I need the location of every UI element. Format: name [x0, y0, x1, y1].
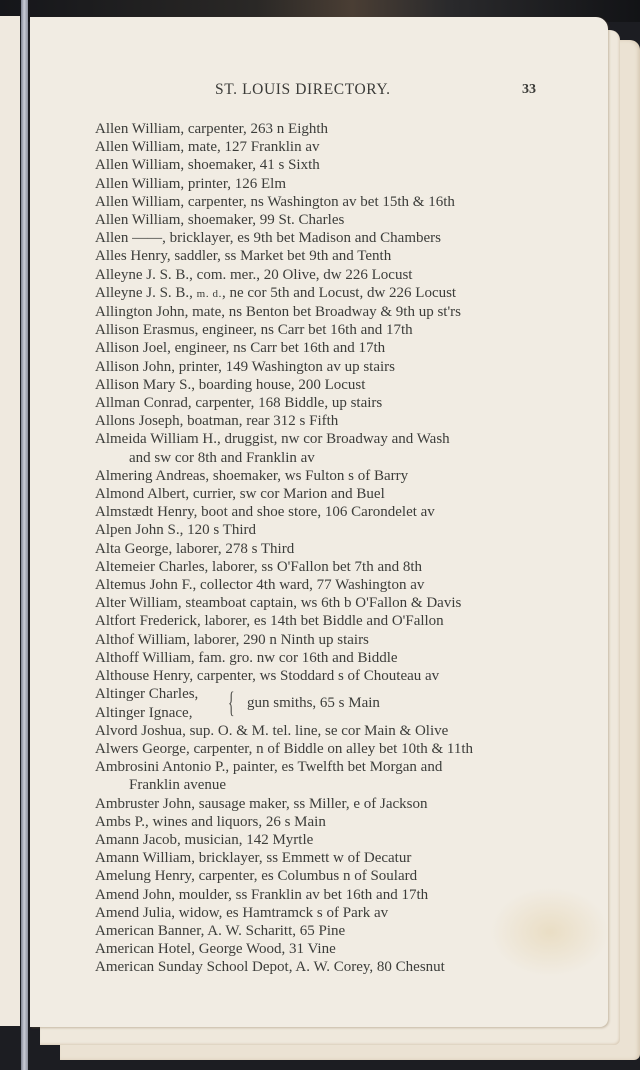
entry: Altemeier Charles, laborer, ss O'Fallon bet 7th and 8th: [95, 558, 423, 575]
left-page-edge: [0, 16, 20, 1026]
entry: Allison Joel, engineer, ns Carr bet 16th and 17th: [95, 340, 386, 357]
page-divider: [21, 0, 28, 1070]
page-header: [30, 81, 608, 101]
entry: Allen William, printer, 126 Elm: [95, 175, 286, 192]
entry: Allen ——, bricklayer, es 9th bet Madison and Chambers: [95, 230, 441, 247]
entry: Alleyne J. S. B., com. mer., 20 Olive, dw 226 Locust: [95, 266, 413, 283]
group-names: [95, 685, 198, 721]
entry: Amann Jacob, musician, 142 Myrtle: [95, 831, 314, 848]
entry-continuation: Franklin avenue: [129, 777, 227, 794]
entry: Ambruster John, sausage maker, ss Miller, e of Jackson: [95, 795, 428, 812]
entry: Allison Mary S., boarding house, 200 Locust: [95, 376, 366, 393]
entry: Ambs P., wines and liquors, 26 s Main: [95, 813, 326, 830]
page-title: ST. LOUIS DIRECTORY.: [215, 81, 391, 98]
entry: Allison Erasmus, engineer, ns Carr bet 16th and 17th: [95, 322, 413, 339]
entry: Alta George, laborer, 278 s Third: [95, 540, 295, 557]
entry: Amelung Henry, carpenter, es Columbus n of Soulard: [95, 868, 418, 885]
page-number: 33: [522, 82, 536, 97]
entry: Alter William, steamboat captain, ws 6th b O'Fallon & Davis: [95, 595, 462, 612]
directory-entries: [95, 120, 595, 977]
group-name: Altinger Charles,: [95, 686, 199, 703]
entry: Allons Joseph, boatman, rear 312 s Fifth: [95, 413, 339, 430]
entry: American Sunday School Depot, A. W. Corey, 80 Chesnut: [95, 959, 445, 976]
entry: Allen William, shoemaker, 99 St. Charles: [95, 212, 345, 229]
entry: Allison John, printer, 149 Washington av up stairs: [95, 358, 395, 375]
entry: Althof William, laborer, 290 n Ninth up stairs: [95, 631, 369, 648]
group-name: Altinger Ignace,: [95, 704, 193, 721]
entry: Allen William, carpenter, 263 n Eighth: [95, 121, 329, 137]
entry: Almstædt Henry, boot and shoe store, 106 Carondelet av: [95, 504, 435, 521]
group-shared-info: gun smiths, 65 s Main: [247, 695, 380, 712]
entry: Almeida William H., druggist, nw cor Broadway and Wash: [95, 431, 450, 448]
entry: Alvord Joshua, sup. O. & M. tel. line, se cor Main & Olive: [95, 722, 449, 739]
entry: American Banner, A. W. Scharitt, 65 Pine: [95, 922, 346, 939]
entry: Amend Julia, widow, es Hamtramck s of Park av: [95, 904, 389, 921]
entry: Allington John, mate, ns Benton bet Broadway & 9th up st'rs: [95, 304, 462, 321]
entry: Almond Albert, currier, sw cor Marion and Buel: [95, 486, 385, 503]
entry: Allen William, carpenter, ns Washington av bet 15th & 16th: [95, 193, 455, 210]
entry: American Hotel, George Wood, 31 Vine: [95, 941, 336, 958]
entry-continuation: and sw cor 8th and Franklin av: [129, 449, 315, 466]
entry: Allen William, mate, 127 Franklin av: [95, 139, 320, 156]
entry: Altemus John F., collector 4th ward, 77 Washington av: [95, 577, 425, 594]
entry: Alles Henry, saddler, ss Market bet 9th and Tenth: [95, 248, 392, 265]
entry: Ambrosini Antonio P., painter, es Twelfth bet Morgan and: [95, 759, 443, 776]
entry: Almering Andreas, shoemaker, ws Fulton s of Barry: [95, 467, 409, 484]
entry: Althoff William, fam. gro. nw cor 16th and Biddle: [95, 649, 398, 666]
entry-rest: , ne cor 5th and Locust, dw 226 Locust: [221, 284, 457, 301]
entry: Amann William, bricklayer, ss Emmett w of Decatur: [95, 850, 412, 867]
entry: Alpen John S., 120 s Third: [95, 522, 256, 539]
entry-name: Alleyne J. S. B.,: [95, 284, 193, 301]
directory-page: [30, 17, 608, 1027]
entry: Althouse Henry, carpenter, ws Stoddard s of Chouteau av: [95, 668, 440, 685]
entry: Allen William, shoemaker, 41 s Sixth: [95, 157, 320, 174]
entry: Altfort Frederick, laborer, es 14th bet Biddle and O'Fallon: [95, 613, 444, 630]
entry: Amend John, moulder, ss Franklin av bet 16th and 17th: [95, 886, 429, 903]
entry-title-smallcaps: m. d.: [196, 287, 222, 300]
entry-group-altinger: [95, 685, 595, 721]
entry: Allman Conrad, carpenter, 168 Biddle, up stairs: [95, 395, 383, 412]
brace-icon: {: [228, 686, 235, 720]
entry: Alwers George, carpenter, n of Biddle on alley bet 10th & 11th: [95, 740, 474, 757]
entry-alleyne-md: [95, 284, 595, 303]
